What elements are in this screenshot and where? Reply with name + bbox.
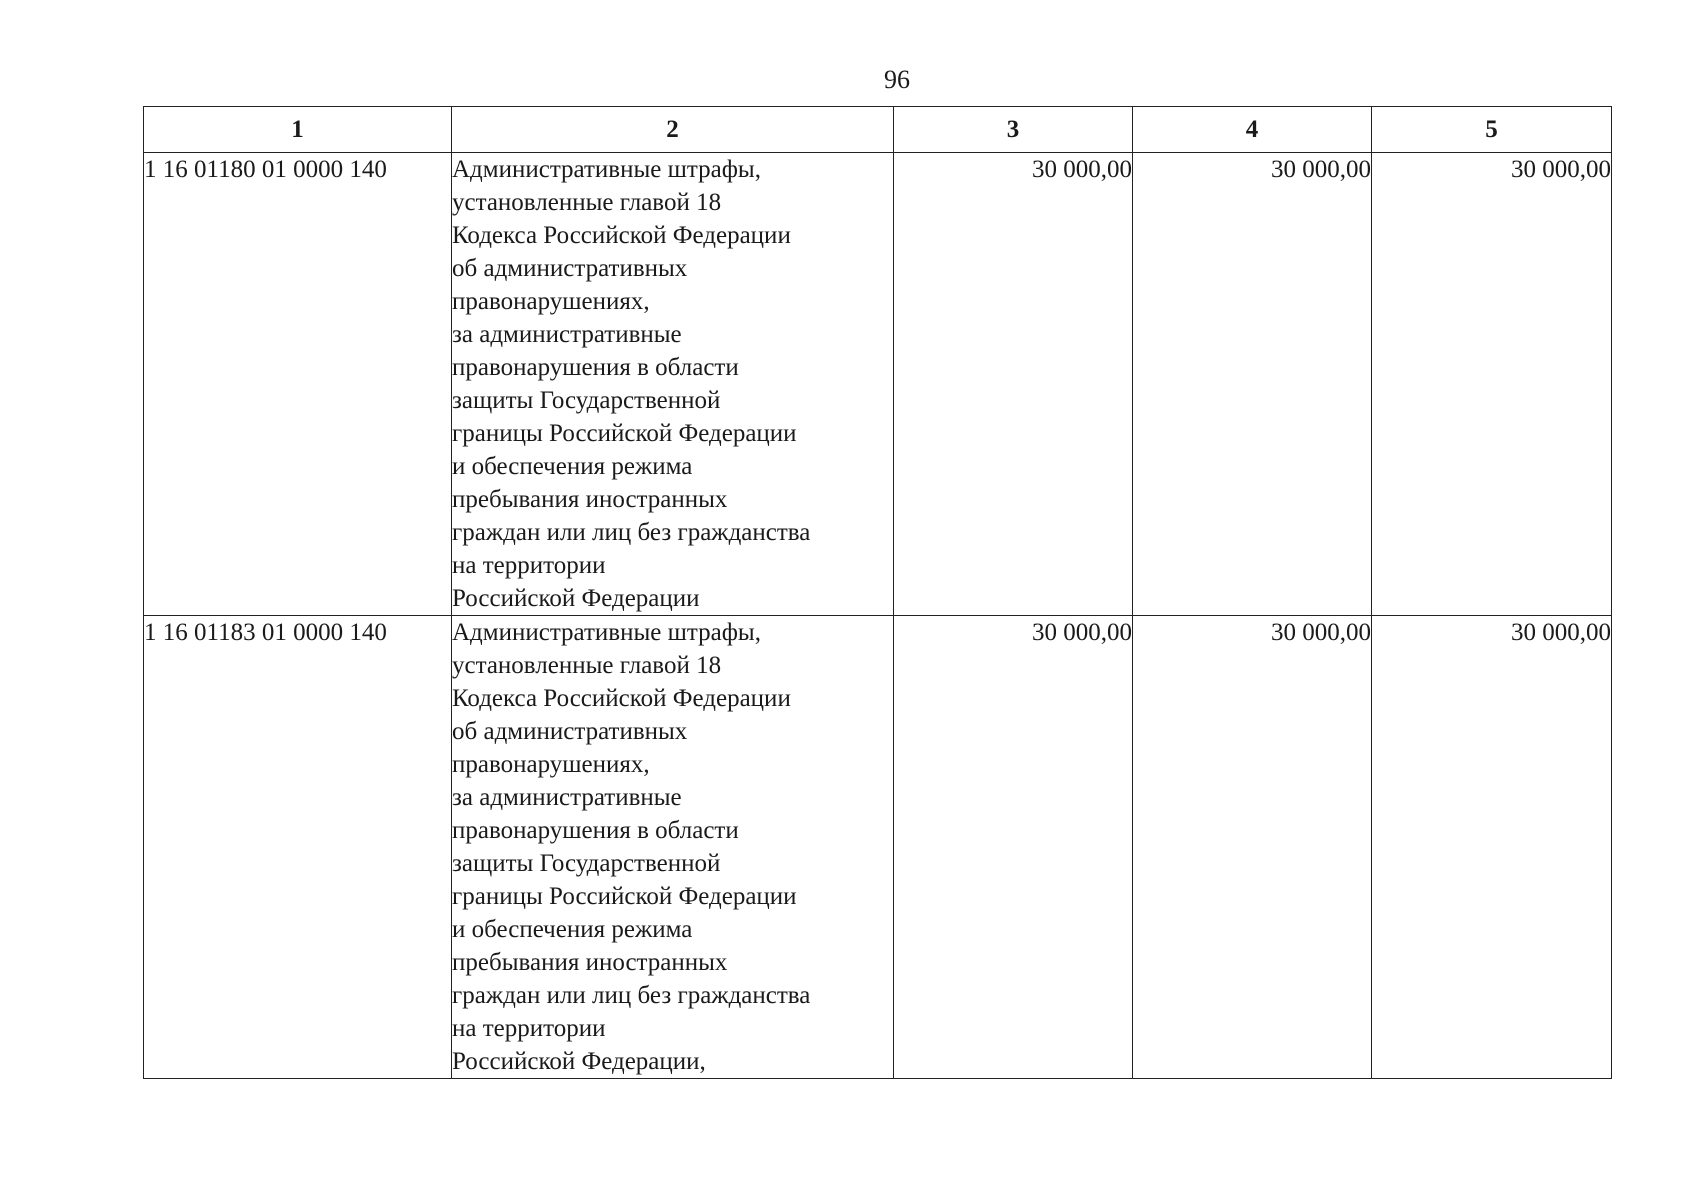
description-line: Административные штрафы, <box>452 619 761 646</box>
column-header-5: 5 <box>1372 107 1612 153</box>
budget-table <box>143 106 1612 1079</box>
description-line: защиты Государственной <box>452 387 721 414</box>
description-line: и обеспечения режима <box>452 453 693 480</box>
budget-code-cell: 1 16 01180 01 0000 140 <box>144 153 452 616</box>
description-line: об административных <box>452 718 688 745</box>
description-line: правонарушения в области <box>452 354 739 381</box>
column-header-2: 2 <box>452 107 894 153</box>
amount-cell-col4: 30 000,00 <box>1133 616 1372 1079</box>
column-header-3: 3 <box>894 107 1133 153</box>
table-row <box>144 153 1612 616</box>
amount-cell-col4: 30 000,00 <box>1133 153 1372 616</box>
description-line: на территории <box>452 552 606 579</box>
description-line: правонарушениях, <box>452 288 650 315</box>
amount-cell-col5: 30 000,00 <box>1372 616 1612 1079</box>
description-line: Административные штрафы, <box>452 156 761 183</box>
description-line: границы Российской Федерации <box>452 883 797 910</box>
description-cell <box>452 616 894 1079</box>
description-line: пребывания иностранных <box>452 949 728 976</box>
description-line: и обеспечения режима <box>452 916 693 943</box>
budget-code-cell: 1 16 01183 01 0000 140 <box>144 616 452 1079</box>
table-header-row <box>144 107 1612 153</box>
description-line: правонарушениях, <box>452 751 650 778</box>
description-line: Российской Федерации <box>452 585 700 612</box>
description-line: за административные <box>452 784 682 811</box>
description-line: об административных <box>452 255 688 282</box>
description-line: правонарушения в области <box>452 817 739 844</box>
description-line: защиты Государственной <box>452 850 721 877</box>
table-row <box>144 616 1612 1079</box>
description-line: Кодекса Российской Федерации <box>452 685 791 712</box>
description-line: граждан или лиц без гражданства <box>452 982 811 1009</box>
description-line: пребывания иностранных <box>452 486 728 513</box>
description-line: на территории <box>452 1015 606 1042</box>
description-line: Российской Федерации, <box>452 1048 706 1075</box>
description-line: установленные главой 18 <box>452 652 722 679</box>
description-line: границы Российской Федерации <box>452 420 797 447</box>
amount-cell-col5: 30 000,00 <box>1372 153 1612 616</box>
amount-cell-col3: 30 000,00 <box>894 153 1133 616</box>
description-line: за административные <box>452 321 682 348</box>
description-line: Кодекса Российской Федерации <box>452 222 791 249</box>
description-cell <box>452 153 894 616</box>
page-number: 96 <box>884 65 910 94</box>
amount-cell-col3: 30 000,00 <box>894 616 1133 1079</box>
column-header-1: 1 <box>144 107 452 153</box>
description-line: установленные главой 18 <box>452 189 722 216</box>
column-header-4: 4 <box>1133 107 1372 153</box>
description-line: граждан или лиц без гражданства <box>452 519 811 546</box>
